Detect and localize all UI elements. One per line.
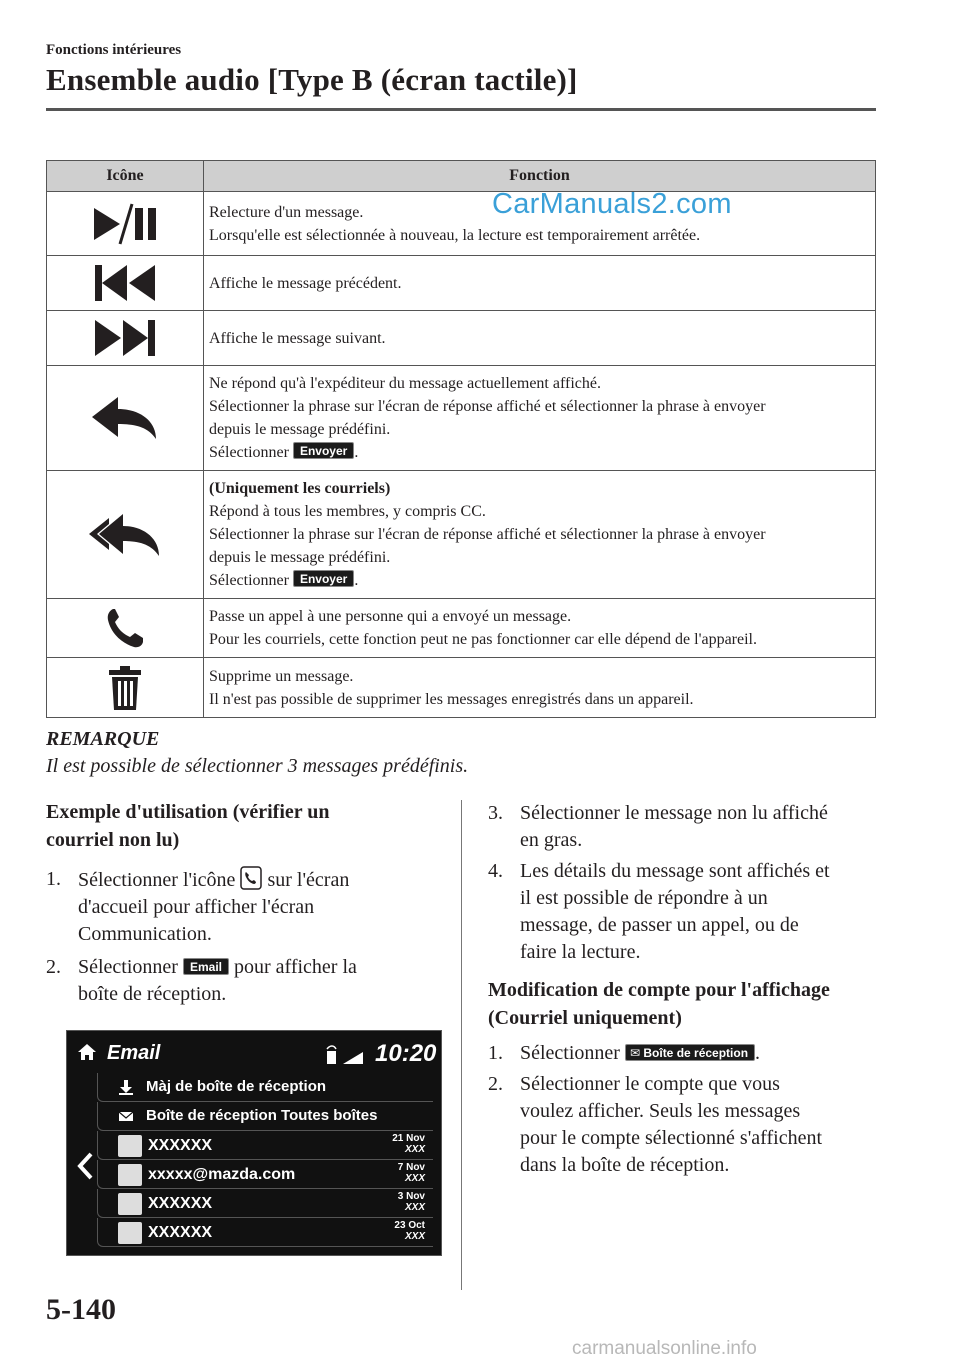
phone-icon: [105, 607, 145, 649]
title-rule: [46, 108, 876, 111]
table-row: [47, 311, 876, 366]
page-number: 5-140: [46, 1293, 116, 1326]
right-column: [488, 800, 888, 1183]
row-text: Affiche le message suivant.: [209, 329, 386, 347]
avatar: [118, 1193, 142, 1215]
table-row: [47, 599, 876, 658]
list-item: Màj de boîte de réception: [97, 1073, 433, 1102]
row-text: Sélectionner la phrase sur l'écran de réponse affiché et sélectionner la phrase à envoyer: [209, 526, 766, 543]
row-text: depuis le message prédéfini.: [209, 549, 391, 566]
list-item: XXXXXX 23 Oct XXX: [97, 1218, 433, 1247]
table-row: [47, 192, 876, 256]
row-text: Pour les courriels, cette fonction peut ne pas fonctionner car elle dépend de l'appareil.: [209, 631, 757, 648]
table-row: [47, 658, 876, 718]
step-item: 2. Sélectionner Email pour afficher la boîte de réception.: [46, 956, 357, 1005]
row-text: Supprime un message.: [209, 667, 354, 685]
signal-status-icon: [325, 1043, 365, 1065]
row-text: Répond à tous les membres, y compris CC.: [209, 503, 486, 520]
screen-header: [67, 1031, 441, 1073]
avatar: [118, 1222, 142, 1244]
icon-function-table: [46, 160, 876, 718]
note-body: Il est possible de sélectionner 3 messages prédéfinis.: [46, 755, 469, 777]
table-row: [47, 366, 876, 471]
next-track-icon: [93, 317, 157, 359]
section-label: Fonctions intérieures: [46, 42, 182, 58]
row-text: Relecture d'un message.: [209, 203, 364, 221]
table-header-function: Fonction: [204, 161, 876, 192]
table-row: [47, 256, 876, 311]
row-text: Sélectionner Envoyer .: [209, 444, 359, 461]
envoyer-button-image: Envoyer: [293, 442, 354, 459]
table-row: [47, 471, 876, 599]
reply-all-icon: [87, 512, 163, 558]
screen-time: 10:20: [375, 1040, 437, 1067]
page-title: Ensemble audio [Type B (écran tactile)]: [46, 62, 578, 97]
table-header-icon: Icône: [47, 161, 204, 192]
row-text: Affiche le message précédent.: [209, 274, 402, 292]
previous-track-icon: [93, 262, 157, 304]
watermark-bottom: carmanualsonline.info: [572, 1338, 757, 1359]
note-title: REMARQUE: [46, 728, 160, 750]
column-divider: [461, 800, 462, 1290]
table-header-row: [47, 161, 876, 192]
avatar: [118, 1135, 142, 1157]
email-screen-mockup: [66, 1030, 442, 1256]
step-item: 1. Sélectionner ✉ Boîte de réception .: [488, 1042, 761, 1064]
row-text: Sélectionner la phrase sur l'écran de réponse affiché et sélectionner la phrase à envoyer: [209, 398, 766, 415]
back-arrow-icon: [75, 1151, 95, 1181]
row-text: Lorsqu'elle est sélectionnée à nouveau, la lecture est temporairement arrêtée.: [209, 226, 701, 244]
avatar: [118, 1164, 142, 1186]
usage-example-heading: Exemple d'utilisation (vérifier un courriel non lu): [46, 801, 330, 851]
list-item: xxxxx@mazda.com 7 Nov XXX: [97, 1160, 433, 1189]
reply-icon: [90, 395, 160, 441]
screen-title: Email: [107, 1042, 161, 1064]
row-text: Il n'est pas possible de supprimer les messages enregistrés dans un appareil.: [209, 690, 694, 708]
left-column: [46, 798, 446, 1008]
home-icon: [77, 1043, 97, 1061]
row-text-bold: (Uniquement les courriels): [209, 480, 391, 497]
row-text: depuis le message prédéfini.: [209, 421, 391, 438]
list-item: XXXXXX 21 Nov XXX: [97, 1131, 433, 1160]
step-item: 2. Sélectionner le compte que vous voulez afficher. Seuls les messages pour le compte sélectionné s'affichent dans la boîte de réception.: [488, 1073, 823, 1176]
communication-icon: [240, 866, 262, 890]
step-item: 4. Les détails du message sont affichés et il est possible de répondre à un message, de passer un appel, ou de faire la lecture.: [488, 860, 830, 963]
watermark-top: CarManuals2.com: [492, 188, 732, 220]
account-change-heading: Modification de compte pour l'affichage (Courriel uniquement): [488, 979, 830, 1029]
trash-icon: [107, 665, 143, 711]
inbox-button-image: ✉ Boîte de réception: [625, 1044, 755, 1061]
screen-list: [97, 1073, 433, 1247]
row-text: Passe un appel à une personne qui a envoyé un message.: [209, 608, 572, 625]
list-item: XXXXXX 3 Nov XXX: [97, 1189, 433, 1218]
row-text: Ne répond qu'à l'expéditeur du message actuellement affiché.: [209, 375, 601, 392]
download-icon: [118, 1079, 134, 1095]
play-pause-icon: [92, 202, 158, 246]
email-button-image: Email: [183, 958, 229, 975]
envelope-icon: [118, 1108, 134, 1124]
list-item: Boîte de réception Toutes boîtes: [97, 1102, 433, 1131]
envoyer-button-image: Envoyer: [293, 570, 354, 587]
step-item: 3. Sélectionner le message non lu affiché en gras.: [488, 802, 828, 851]
step-item: 1. Sélectionner l'icône sur l'écran d'accueil pour afficher l'écran Communication.: [46, 868, 350, 945]
row-text: Sélectionner Envoyer .: [209, 572, 359, 589]
